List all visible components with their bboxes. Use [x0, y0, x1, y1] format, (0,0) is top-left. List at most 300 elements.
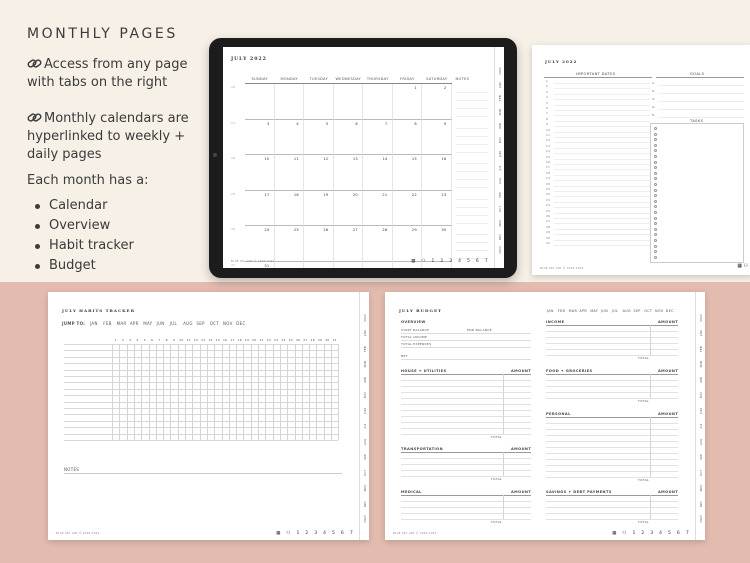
amount-label: AMOUNT: [511, 369, 532, 373]
tab-mar[interactable]: MAR: [699, 360, 703, 368]
tablet-device: [209, 38, 517, 278]
grid-col-line: [251, 344, 252, 440]
habits-tracker-page: [48, 292, 369, 540]
date-number: 16: [546, 160, 551, 164]
copyright: BLUE SKY ART © 2020-2022: [231, 260, 275, 263]
calendar-day-cell[interactable]: [334, 120, 364, 156]
section-row-line: [546, 441, 678, 442]
list-item-overview: Overview: [27, 216, 207, 236]
calendar-day-cell[interactable]: [275, 120, 305, 156]
tab-nov[interactable]: NOV: [363, 484, 367, 492]
tab-2023[interactable]: 2023: [363, 515, 367, 523]
task-checkbox[interactable]: [654, 172, 657, 175]
month-link-aug[interactable]: AUG: [183, 321, 193, 326]
calendar-day-cell[interactable]: [393, 84, 423, 120]
calendar-day-cell[interactable]: [422, 155, 452, 191]
week-number[interactable]: 28: [231, 156, 236, 160]
grid-col-line: [265, 344, 266, 440]
calendar-day-cell[interactable]: [275, 262, 305, 269]
tab-jan[interactable]: JAN: [498, 82, 502, 88]
tab-nov[interactable]: NOV: [498, 219, 502, 227]
date-line: [554, 121, 650, 122]
calendar-day-cell[interactable]: [422, 191, 452, 227]
task-checkbox[interactable]: [654, 133, 657, 136]
task-checkbox[interactable]: [654, 161, 657, 164]
tab-feb[interactable]: FEB: [699, 345, 703, 352]
notes-line: [456, 187, 488, 188]
grid-col-line: [258, 344, 259, 440]
tab-oct[interactable]: OCT: [363, 469, 367, 476]
tab-jun[interactable]: JUN: [498, 151, 502, 157]
day-number: 3: [266, 121, 270, 126]
tab-jun[interactable]: JUN: [699, 407, 703, 414]
copyright: BLUE SKY ART © 2020-2022: [393, 532, 437, 535]
month-link-jun[interactable]: JUN: [601, 309, 608, 313]
day-number: 11: [186, 338, 191, 342]
calendar-day-cell[interactable]: [304, 155, 334, 191]
page-nav[interactable]: [612, 531, 691, 536]
calendar-day-cell[interactable]: [363, 191, 393, 227]
day-header: TUESDAY: [309, 77, 329, 81]
section-row-line: [546, 453, 678, 454]
date-number: 30: [546, 235, 551, 240]
date-line: [554, 94, 650, 95]
month-link-oct[interactable]: OCT: [644, 309, 653, 313]
goal-number: 4.: [652, 105, 656, 109]
grid-col-line: [200, 344, 201, 440]
day-header: SUNDAY: [251, 77, 268, 81]
calendar-day-cell[interactable]: [422, 226, 452, 262]
goals-label: GOALS: [690, 72, 705, 76]
amount-divider: [503, 452, 504, 476]
day-number: 6: [151, 338, 154, 342]
task-checkbox[interactable]: [654, 200, 657, 203]
tab-2022[interactable]: 2022: [498, 67, 502, 75]
date-line: [554, 245, 650, 246]
section-row-line: [401, 380, 531, 381]
month-link-mar[interactable]: MAR: [568, 309, 578, 313]
calendar-day-cell[interactable]: [334, 262, 364, 269]
tab-may[interactable]: MAY: [699, 391, 703, 399]
tab-may[interactable]: MAY: [498, 136, 502, 143]
calendar-day-cell[interactable]: [275, 191, 305, 227]
month-link-mar[interactable]: MAR: [116, 321, 127, 326]
tasks-box: [650, 123, 744, 263]
day-number: 16: [222, 338, 228, 342]
month-link-nov[interactable]: NOV: [655, 309, 664, 313]
promo-heading: MONTHLY PAGES: [27, 26, 178, 42]
date-number: 13: [546, 143, 551, 148]
grid-col-line: [163, 344, 164, 440]
tab-aug[interactable]: AUG: [498, 178, 502, 185]
day-number: 27: [303, 338, 308, 342]
section-row-line: [401, 428, 531, 429]
month-link-oct[interactable]: OCT: [209, 321, 219, 326]
grid-col-line: [236, 344, 237, 440]
tab-2022[interactable]: 2022: [699, 313, 703, 322]
month-link-sep[interactable]: SEP: [196, 321, 205, 326]
day-number: 14: [208, 338, 213, 342]
notes-line: [456, 207, 488, 208]
tab-sep[interactable]: SEP: [363, 454, 367, 460]
tab-dec[interactable]: DEC: [498, 233, 502, 240]
calendar-day-cell[interactable]: [304, 226, 334, 262]
total-label: TOTAL: [491, 477, 503, 481]
day-number: 2: [121, 338, 125, 342]
page-nav-numbers[interactable]: 1 2 3 4 5 6 7: [296, 531, 355, 536]
tab-jul[interactable]: JUL: [363, 423, 367, 429]
section-row-line: [546, 380, 678, 381]
month-link-feb[interactable]: FEB: [103, 321, 112, 326]
month-link-jan[interactable]: JAN: [547, 309, 554, 313]
task-checkbox[interactable]: [654, 127, 657, 130]
tab-sep[interactable]: SEP: [498, 192, 502, 198]
promo-line2-text: Monthly calendars are hyperlinked to weekly + daily pages: [27, 111, 189, 162]
goal-number: 3.: [652, 97, 656, 101]
day-number: 31: [332, 338, 337, 342]
section-row-line: [401, 507, 531, 508]
overview-title: JULY 2022: [545, 59, 578, 64]
tab-jun[interactable]: JUN: [363, 407, 367, 414]
grid-col-line: [316, 344, 317, 440]
date-line: [554, 115, 650, 116]
day-number: 29: [317, 338, 323, 342]
calendar-day-cell[interactable]: [393, 226, 423, 262]
home-icon[interactable]: ▦ ⚇: [737, 263, 748, 269]
month-link-nov[interactable]: NOV: [223, 321, 233, 326]
section-rule: [401, 495, 531, 496]
tablet-camera: [213, 153, 217, 157]
date-line: [554, 223, 650, 224]
grid-row-line: [64, 350, 338, 351]
goal-number: 1.: [652, 81, 656, 85]
calendar-day-cell[interactable]: [363, 155, 393, 191]
amount-divider: [650, 417, 651, 477]
day-number: 12: [323, 157, 329, 161]
calendar-day-cell[interactable]: [363, 262, 393, 269]
date-number: 22: [546, 192, 551, 197]
tab-jul[interactable]: JUL: [498, 165, 502, 170]
date-number: 11: [546, 133, 551, 137]
grid-col-line: [156, 344, 157, 440]
total-label: TOTAL: [491, 520, 503, 524]
tab-jul[interactable]: JUL: [699, 423, 703, 429]
calendar-day-cell[interactable]: [334, 191, 364, 227]
date-line: [554, 180, 650, 181]
day-number: 14: [382, 157, 388, 161]
page-nav[interactable]: [276, 531, 355, 536]
task-checkbox[interactable]: [654, 256, 657, 259]
amount-label: AMOUNT: [658, 490, 679, 494]
week-number[interactable]: 29: [231, 191, 236, 196]
tab-apr[interactable]: APR: [699, 376, 703, 383]
home-icon[interactable]: ▦ ⚇: [411, 259, 432, 264]
page-nav[interactable]: [411, 259, 490, 264]
calendar-day-cell[interactable]: [245, 120, 275, 156]
task-checkbox[interactable]: [654, 144, 657, 147]
goal-number: 2.: [652, 89, 656, 93]
day-header: SATURDAY: [426, 77, 448, 81]
notes-line: [456, 92, 488, 93]
grid-row-line: [64, 402, 338, 403]
tab-sep[interactable]: SEP: [699, 454, 703, 460]
rule: [656, 77, 744, 78]
notes-line: [456, 234, 488, 235]
home-icon[interactable]: ▦ ⚇: [276, 531, 297, 536]
date-number: 20: [546, 181, 551, 186]
calendar-day-cell[interactable]: [275, 155, 305, 191]
grid-row-line: [64, 382, 338, 383]
month-tabs[interactable]: [359, 292, 369, 540]
page-nav-numbers[interactable]: 1 2 3 4 5 6 7: [632, 531, 691, 536]
goal-number: 5.: [652, 113, 656, 117]
grid-col-line: [302, 344, 303, 440]
task-checkbox[interactable]: [654, 211, 657, 214]
calendar-day-cell[interactable]: [245, 84, 275, 120]
calendar-day-cell[interactable]: [422, 120, 452, 156]
month-link-sep[interactable]: SEP: [633, 309, 641, 313]
grid-row-line: [64, 389, 338, 390]
calendar-day-cell[interactable]: [363, 84, 393, 120]
tab-feb[interactable]: FEB: [363, 345, 367, 352]
section-row-line: [401, 458, 531, 459]
month-link-dec[interactable]: DEC: [236, 321, 246, 326]
calendar-day-cell[interactable]: [334, 155, 364, 191]
month-link-aug[interactable]: AUG: [622, 309, 631, 313]
date-number: 28: [546, 224, 551, 229]
calendar-day-cell[interactable]: [363, 120, 393, 156]
day-number: 24: [264, 228, 270, 232]
task-checkbox[interactable]: [654, 183, 657, 186]
promo-list-intro: Each month has a:: [27, 173, 149, 188]
calendar-day-cell[interactable]: [393, 120, 423, 156]
notes-line: [456, 199, 488, 200]
grid-col-line: [273, 344, 274, 440]
date-line: [554, 110, 650, 111]
day-number: 25: [293, 228, 299, 232]
day-number: 6: [355, 121, 358, 126]
tab-may[interactable]: MAY: [363, 391, 367, 399]
tab-aug[interactable]: AUG: [363, 438, 367, 445]
tab-feb[interactable]: FEB: [498, 95, 502, 102]
section-row-line: [401, 386, 531, 387]
day-number: 19: [323, 192, 329, 197]
day-number: 27: [352, 228, 358, 232]
day-number: 31: [264, 263, 270, 268]
amount-label: AMOUNT: [658, 412, 679, 416]
calendar-day-cell[interactable]: [304, 120, 334, 156]
medical-label: MEDICAL: [401, 490, 422, 494]
date-number: 12: [546, 138, 551, 143]
copyright: BLUE SKY ART © 2020-2022: [540, 267, 584, 270]
section-row-line: [401, 501, 531, 502]
month-tabs[interactable]: [695, 292, 705, 540]
calendar-day-cell[interactable]: [393, 191, 423, 227]
date-number: 14: [546, 149, 551, 154]
grid-col-line: [207, 344, 208, 440]
calendar-day-cell[interactable]: [334, 226, 364, 262]
notes-line: [456, 100, 488, 101]
day-number: 20: [352, 192, 358, 197]
tab-apr[interactable]: APR: [363, 376, 367, 383]
task-checkbox[interactable]: [654, 239, 657, 242]
day-number: 21: [382, 192, 388, 197]
day-header: FRIDAY: [399, 77, 415, 81]
week-number[interactable]: 30: [231, 227, 236, 231]
net-label: NET: [401, 354, 408, 358]
calendar-day-cell[interactable]: [245, 155, 275, 191]
calendar-day-cell[interactable]: [334, 84, 364, 120]
section-row-line: [401, 476, 531, 477]
amount-divider: [503, 495, 504, 519]
section-row-line: [401, 464, 531, 465]
month-link-apr[interactable]: APR: [129, 321, 139, 326]
tab-jan[interactable]: JAN: [363, 330, 367, 336]
notes-line: [456, 144, 488, 145]
tab-2023[interactable]: 2023: [498, 246, 502, 255]
month-link-feb[interactable]: FEB: [557, 309, 566, 313]
calendar-day-cell[interactable]: [393, 155, 423, 191]
section-row-line: [401, 422, 531, 423]
section-row-line: [546, 447, 678, 448]
date-number: 29: [546, 230, 551, 235]
section-row-line: [401, 410, 531, 411]
grid-col-line: [331, 344, 332, 440]
total-label: TOTAL: [638, 356, 650, 360]
tab-oct[interactable]: OCT: [699, 469, 703, 476]
calendar-day-cell[interactable]: [363, 226, 393, 262]
month-link-jan[interactable]: JAN: [90, 321, 98, 326]
section-rule: [546, 495, 678, 496]
month-link-may[interactable]: MAY: [143, 321, 153, 326]
overview-row-line: [401, 340, 531, 341]
week-number[interactable]: 26: [231, 85, 236, 89]
section-row-line: [401, 398, 531, 399]
date-number: 8: [546, 116, 549, 121]
day-number: 13: [201, 338, 206, 342]
tab-nov[interactable]: NOV: [699, 484, 703, 492]
month-link-jul[interactable]: JUL: [611, 309, 619, 313]
week-number[interactable]: 27: [231, 120, 236, 125]
day-number: 3: [129, 338, 132, 342]
date-number: 24: [546, 203, 551, 208]
date-number: 4: [546, 95, 549, 100]
date-number: 9: [546, 122, 549, 127]
important-dates-label: IMPORTANT DATES: [576, 72, 616, 76]
budget-page: [385, 292, 705, 540]
page-nav-numbers[interactable]: 1 2 3 4 5 6 7: [431, 259, 490, 264]
grid-col-line: [295, 344, 296, 440]
day-number: 7: [158, 338, 161, 342]
section-row-line: [546, 477, 678, 478]
date-line: [554, 132, 650, 133]
tab-mar[interactable]: MAR: [498, 108, 502, 116]
date-line: [554, 234, 650, 235]
tab-dec[interactable]: DEC: [699, 500, 703, 507]
calendar-day-cell[interactable]: [275, 226, 305, 262]
month-link-jun[interactable]: JUN: [156, 321, 165, 326]
task-checkbox[interactable]: [654, 228, 657, 231]
section-row-line: [546, 386, 678, 387]
month-link-dec[interactable]: DEC: [665, 309, 674, 313]
task-checkbox[interactable]: [654, 189, 657, 192]
section-row-line: [546, 349, 678, 350]
overview-row-line: [401, 347, 531, 348]
tab-oct[interactable]: OCT: [498, 205, 502, 213]
day-number: 21: [259, 338, 264, 342]
calendar-day-cell[interactable]: [422, 84, 452, 120]
calendar-day-cell[interactable]: [245, 226, 275, 262]
date-line: [554, 213, 650, 214]
goal-line: [658, 93, 744, 94]
section-row-line: [546, 519, 678, 520]
date-number: 15: [546, 154, 551, 159]
promo-feature-list: [27, 196, 207, 276]
task-checkbox[interactable]: [654, 155, 657, 158]
month-link-apr[interactable]: APR: [579, 309, 588, 313]
tab-mar[interactable]: MAR: [363, 360, 367, 368]
section-row-line: [546, 392, 678, 393]
date-number: 3: [546, 89, 549, 94]
section-row-line: [546, 459, 678, 460]
overview-row-line: [401, 333, 531, 334]
day-header: THURSDAY: [366, 77, 389, 81]
month-tabs[interactable]: [494, 47, 504, 268]
tab-aug[interactable]: AUG: [699, 438, 703, 445]
task-checkbox[interactable]: [654, 245, 657, 248]
section-rule: [546, 374, 678, 375]
tab-dec[interactable]: DEC: [363, 500, 367, 507]
date-number: 10: [546, 127, 551, 132]
week-number[interactable]: 31: [231, 262, 236, 267]
month-link-may[interactable]: MAY: [590, 309, 599, 313]
month-link-jul[interactable]: JUL: [169, 321, 178, 326]
tab-2022[interactable]: 2022: [363, 313, 367, 322]
overview-label: OVERVIEW: [401, 320, 426, 324]
section-row-line: [401, 513, 531, 514]
section-row-line: [401, 404, 531, 405]
grid-row-line: [64, 357, 338, 358]
tab-apr[interactable]: APR: [498, 123, 502, 130]
day-number: 26: [295, 338, 301, 342]
notes-line: [456, 108, 488, 109]
day-number: 11: [293, 157, 299, 161]
tab-2023[interactable]: 2023: [699, 515, 703, 523]
day-number: 7: [384, 121, 388, 126]
date-number: 5: [546, 100, 549, 105]
date-line: [554, 99, 650, 100]
date-line: [554, 175, 650, 176]
calendar-day-cell[interactable]: [275, 84, 305, 120]
calendar-day-cell[interactable]: [245, 191, 275, 227]
house-label: HOUSE + UTILITIES: [401, 369, 447, 373]
day-number: 29: [411, 228, 417, 232]
calendar-day-cell[interactable]: [304, 84, 334, 120]
calendar-day-cell[interactable]: [304, 262, 334, 269]
notes-line: [456, 250, 488, 251]
date-line: [554, 148, 650, 149]
section-row-line: [546, 507, 678, 508]
home-icon[interactable]: ▦ ⚇: [612, 531, 633, 536]
tab-jan[interactable]: JAN: [699, 330, 703, 336]
date-number: 31: [546, 241, 551, 245]
grid-row-line: [64, 427, 338, 428]
date-line: [554, 142, 650, 143]
task-checkbox[interactable]: [654, 217, 657, 220]
promo-line1-text: Access from any page with tabs on the right: [27, 57, 188, 90]
goal-line: [658, 117, 744, 118]
calendar-day-cell[interactable]: [304, 191, 334, 227]
